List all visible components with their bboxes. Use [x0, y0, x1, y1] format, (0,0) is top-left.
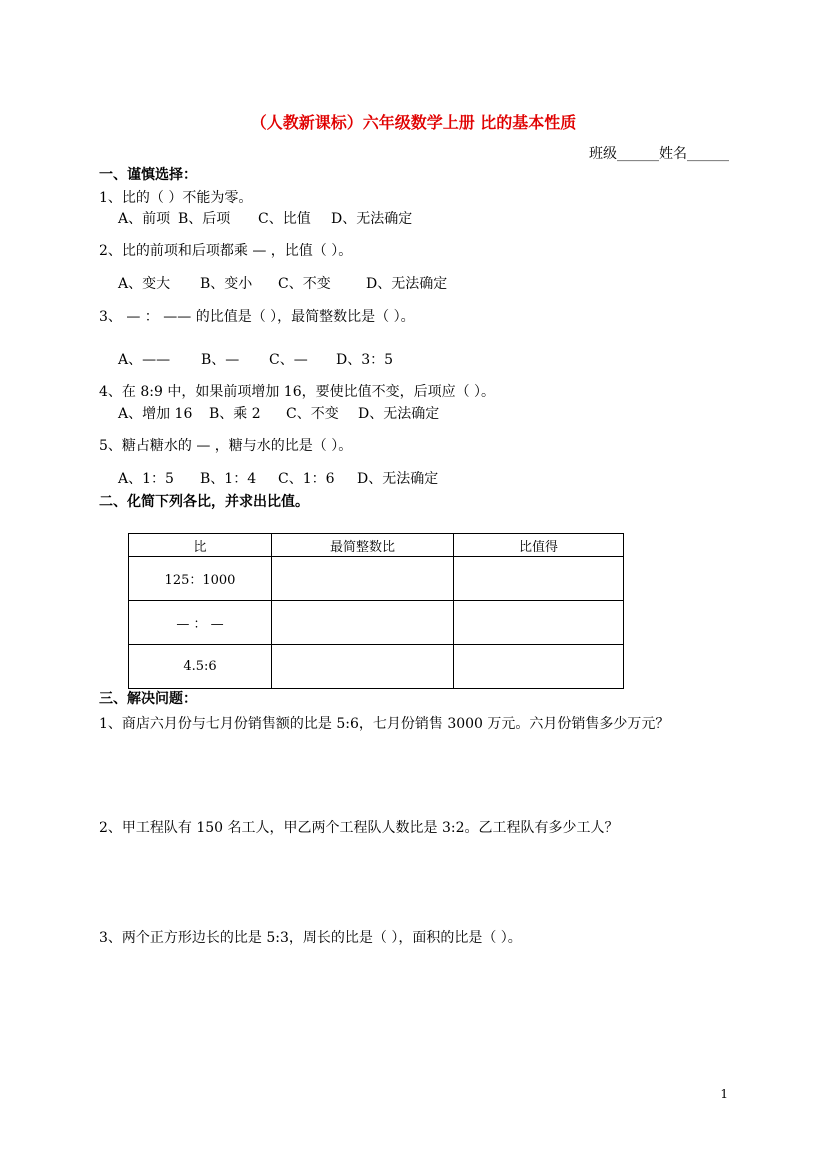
table-row [129, 557, 624, 601]
question-1-options [118, 212, 412, 226]
section3-heading: 三、解决问题： [99, 691, 197, 707]
answer-cell[interactable] [454, 557, 624, 601]
header-ratio: 比 [129, 534, 272, 557]
question-2-options [118, 277, 447, 291]
option-b: B、— [201, 352, 240, 368]
section2-heading: 二、化简下列各比，并求出比值。 [99, 494, 309, 510]
problem-1: 1、商店六月份与七月份销售额的比是 5:6，七月份销售 3000 万元。六月份销售多少万元？ [99, 716, 670, 732]
option-a: A、变大 [118, 276, 171, 292]
option-a: A、增加 16 [118, 406, 193, 422]
ratio-cell: 4.5:6 [129, 645, 272, 689]
header-ratio-value: 比值得 [454, 534, 624, 557]
question-3-options [118, 353, 393, 367]
ratio-table [128, 533, 624, 689]
question-1-stem: 1、比的（ ）不能为零。 [99, 190, 253, 206]
option-d: D、无法确定 [358, 406, 440, 422]
option-c: C、不变 [286, 406, 339, 422]
option-b: B、后项 [178, 211, 231, 227]
page-number: 1 [720, 1087, 728, 1101]
table-row [129, 601, 624, 645]
question-4-stem: 4、在 8:9 中，如果前项增加 16，要使比值不变，后项应（ ）。 [99, 384, 496, 400]
problem-3: 3、两个正方形边长的比是 5:3，周长的比是（ ），面积的比是（ ）。 [99, 930, 522, 946]
page-title: （人教新课标）六年级数学上册 比的基本性质 [250, 113, 577, 132]
problem-2: 2、甲工程队有 150 名工人，甲乙两个工程队人数比是 3:2。乙工程队有多少工人？ [99, 820, 619, 836]
option-d: D、无法确定 [357, 471, 439, 487]
option-b: B、1：4 [200, 471, 257, 487]
question-5-stem: 5、糖占糖水的 — ，糖与水的比是（ ）。 [99, 438, 353, 454]
header-simplest-ratio: 最简整数比 [272, 534, 454, 557]
answer-cell[interactable] [272, 557, 454, 601]
question-5-options [118, 472, 438, 486]
option-c: C、不变 [278, 276, 331, 292]
option-d: D、3：5 [336, 352, 394, 368]
question-4-options [118, 407, 439, 421]
option-d: D、无法确定 [331, 211, 413, 227]
question-2-stem: 2、比的前项和后项都乘 — ，比值（ ）。 [99, 243, 353, 259]
option-c: C、— [269, 352, 308, 368]
question-3-stem: 3、 — ： —— 的比值是（ ），最简整数比是（ ）。 [99, 309, 415, 325]
answer-cell[interactable] [454, 601, 624, 645]
class-name-line: 班级______姓名______ [589, 146, 729, 162]
table-header-row [129, 534, 624, 557]
table-row [129, 645, 624, 689]
answer-cell[interactable] [272, 601, 454, 645]
option-b: B、乘 2 [209, 406, 261, 422]
answer-cell[interactable] [272, 645, 454, 689]
section1-heading: 一、谨慎选择： [99, 167, 197, 183]
option-a: A、前项 [118, 211, 171, 227]
option-c: C、1：6 [278, 471, 335, 487]
ratio-cell: — ： — [129, 601, 272, 645]
option-d: D、无法确定 [366, 276, 448, 292]
option-c: C、比值 [258, 211, 311, 227]
option-a: A、—— [118, 352, 171, 368]
option-b: B、变小 [200, 276, 253, 292]
ratio-cell: 125：1000 [129, 557, 272, 601]
option-a: A、1：5 [118, 471, 174, 487]
answer-cell[interactable] [454, 645, 624, 689]
